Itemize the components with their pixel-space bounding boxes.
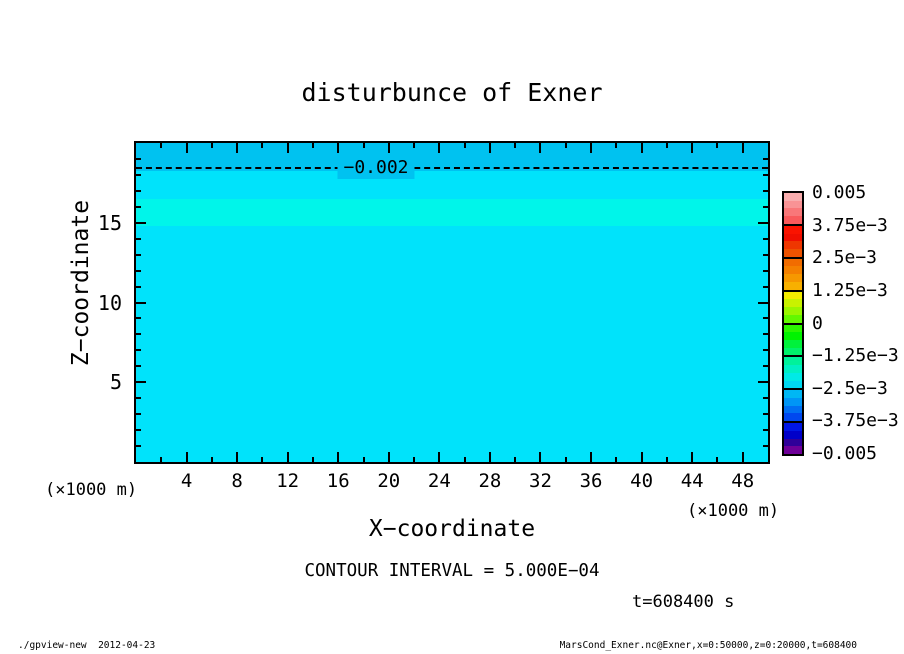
- colorbar-swatch: [784, 266, 802, 274]
- colorbar-swatch: [784, 365, 802, 373]
- colorbar-tick-label: 0.005: [812, 182, 867, 203]
- z-tick-label: 15: [97, 210, 122, 235]
- z-tick-label: 5: [109, 370, 122, 395]
- colorbar-block: [784, 224, 802, 257]
- x-tick-label: 24: [427, 470, 451, 492]
- z-tick: [136, 397, 141, 399]
- z-tick: [758, 302, 768, 304]
- plot-title: disturbunce of Exner: [301, 78, 603, 107]
- z-tick-label: 10: [97, 290, 122, 315]
- x-tick-label: 44: [680, 470, 704, 492]
- field-band: [136, 199, 768, 226]
- colorbar-block: [784, 355, 802, 388]
- z-tick: [758, 222, 768, 224]
- z-tick: [136, 429, 141, 431]
- x-tick: [464, 143, 466, 148]
- z-tick: [763, 238, 768, 240]
- x-tick: [489, 143, 491, 153]
- z-tick: [763, 349, 768, 351]
- x-tick: [186, 452, 188, 462]
- x-tick: [666, 457, 668, 462]
- x-tick: [160, 143, 162, 148]
- x-tick: [641, 143, 643, 153]
- colorbar-tick-label: −3.75e−3: [812, 410, 899, 432]
- colorbar-block: [784, 257, 802, 290]
- time-label: t=608400 s: [632, 592, 735, 612]
- x-tick-label: 16: [326, 470, 350, 492]
- z-tick: [136, 222, 146, 224]
- x-tick: [615, 143, 617, 148]
- x-tick-label: 48: [731, 470, 755, 492]
- z-tick: [136, 174, 141, 176]
- colorbar-swatch: [784, 299, 802, 307]
- x-tick: [615, 457, 617, 462]
- field-band: [136, 171, 768, 199]
- x-tick-label: 28: [478, 470, 502, 492]
- colorbar-tick-label: 3.75e−3: [812, 214, 888, 236]
- x-tick: [464, 457, 466, 462]
- z-tick: [136, 445, 141, 447]
- colorbar-swatch: [784, 446, 802, 454]
- colorbar-block: [784, 388, 802, 421]
- colorbar-swatch: [784, 292, 802, 300]
- z-tick: [136, 317, 141, 319]
- z-tick: [136, 206, 141, 208]
- x-tick: [641, 452, 643, 462]
- z-tick: [763, 254, 768, 256]
- x-tick-label: 20: [377, 470, 401, 492]
- colorbar-swatch: [784, 431, 802, 439]
- z-axis-title: Z−coordinate: [68, 199, 94, 367]
- z-tick: [136, 190, 141, 192]
- colorbar: [782, 191, 804, 456]
- z-tick: [136, 302, 146, 304]
- colorbar-swatch: [784, 332, 802, 340]
- x-tick: [186, 143, 188, 153]
- x-tick: [261, 457, 263, 462]
- colorbar-swatch: [784, 201, 802, 209]
- z-tick: [136, 254, 141, 256]
- z-tick: [758, 381, 768, 383]
- colorbar-tick-label: 2.5e−3: [812, 247, 878, 269]
- x-tick: [716, 457, 718, 462]
- z-tick: [136, 238, 141, 240]
- x-tick: [691, 452, 693, 462]
- z-axis-unit: (×1000 m): [45, 480, 138, 500]
- colorbar-swatch: [784, 234, 802, 242]
- z-tick: [763, 270, 768, 272]
- colorbar-tick-label: −2.5e−3: [812, 377, 888, 399]
- x-tick: [337, 452, 339, 462]
- z-tick: [136, 381, 146, 383]
- contour-interval-note: CONTOUR INTERVAL = 5.000E−04: [304, 561, 600, 581]
- footer-data-source: MarsCond_Exner.nc@Exner,x=0:50000,z=0:20000,t=608400: [559, 640, 857, 651]
- z-tick: [136, 349, 141, 351]
- colorbar-swatch: [784, 439, 802, 447]
- x-tick: [590, 143, 592, 153]
- colorbar-swatch: [784, 325, 802, 333]
- colorbar-swatch: [784, 226, 802, 234]
- x-tick: [590, 452, 592, 462]
- footer-command-line: ./gpview-new 2012-04-23: [18, 640, 156, 651]
- colorbar-swatch: [784, 193, 802, 201]
- x-tick: [236, 143, 238, 153]
- colorbar-tick-label: 0: [812, 312, 823, 334]
- x-tick-label: 32: [529, 470, 552, 492]
- z-tick: [136, 286, 141, 288]
- x-tick: [211, 457, 213, 462]
- colorbar-block: [784, 421, 802, 454]
- z-tick: [136, 333, 141, 335]
- z-tick: [763, 365, 768, 367]
- x-tick-label: 8: [231, 470, 243, 492]
- z-tick: [763, 190, 768, 192]
- x-tick-label: 36: [579, 470, 603, 492]
- x-tick: [337, 143, 339, 153]
- colorbar-tick-label: 1.25e−3: [812, 279, 888, 301]
- field-band: [136, 226, 768, 462]
- x-axis-title: X−coordinate: [368, 516, 536, 542]
- colorbar-swatch: [784, 406, 802, 414]
- x-tick: [565, 143, 567, 148]
- x-tick: [236, 452, 238, 462]
- x-tick: [514, 143, 516, 148]
- x-tick: [312, 143, 314, 148]
- x-tick: [438, 143, 440, 153]
- x-tick: [514, 457, 516, 462]
- z-tick: [763, 158, 768, 160]
- x-tick-label: 4: [180, 470, 193, 492]
- x-tick-label: 12: [276, 470, 300, 492]
- z-tick: [136, 158, 141, 160]
- x-tick: [438, 452, 440, 462]
- colorbar-tick-label: −1.25e−3: [812, 345, 899, 367]
- plot-area: [134, 141, 770, 464]
- x-tick: [261, 143, 263, 148]
- x-tick: [413, 457, 415, 462]
- z-tick: [763, 397, 768, 399]
- x-tick: [691, 143, 693, 153]
- z-tick: [763, 445, 768, 447]
- colorbar-swatch: [784, 381, 802, 389]
- z-tick: [763, 429, 768, 431]
- x-tick: [539, 452, 541, 462]
- contour-line: [136, 156, 768, 178]
- colorbar-block: [784, 323, 802, 356]
- colorbar-swatch: [784, 398, 802, 406]
- z-tick: [136, 365, 141, 367]
- colorbar-swatch: [784, 282, 802, 290]
- colorbar-swatch: [784, 315, 802, 323]
- z-tick: [763, 206, 768, 208]
- colorbar-block: [784, 193, 802, 224]
- x-tick: [287, 143, 289, 153]
- colorbar-swatch: [784, 241, 802, 249]
- x-axis-unit: (×1000 m): [687, 501, 780, 521]
- x-tick: [565, 457, 567, 462]
- colorbar-swatch: [784, 259, 802, 267]
- z-tick: [763, 174, 768, 176]
- colorbar-swatch: [784, 340, 802, 348]
- colorbar-block: [784, 290, 802, 323]
- colorbar-swatch: [784, 348, 802, 356]
- x-tick: [160, 457, 162, 462]
- x-tick: [388, 452, 390, 462]
- colorbar-swatch: [784, 307, 802, 315]
- z-tick: [136, 413, 141, 415]
- colorbar-swatch: [784, 249, 802, 257]
- x-tick: [211, 143, 213, 148]
- colorbar-swatch: [784, 274, 802, 282]
- x-tick: [363, 143, 365, 148]
- x-tick-label: 40: [630, 470, 654, 492]
- contour-line-label: −0.002: [337, 157, 414, 179]
- z-tick: [763, 286, 768, 288]
- x-tick: [666, 143, 668, 148]
- colorbar-swatch: [784, 423, 802, 431]
- x-tick: [388, 143, 390, 153]
- colorbar-swatch: [784, 373, 802, 381]
- x-tick: [363, 457, 365, 462]
- x-tick: [539, 143, 541, 153]
- colorbar-swatch: [784, 357, 802, 365]
- colorbar-tick-label: −0.005: [812, 443, 878, 464]
- x-tick: [716, 143, 718, 148]
- x-tick: [287, 452, 289, 462]
- colorbar-swatch: [784, 413, 802, 421]
- colorbar-swatch: [784, 208, 802, 216]
- colorbar-swatch: [784, 216, 802, 224]
- x-tick: [489, 452, 491, 462]
- z-tick: [763, 317, 768, 319]
- x-tick: [742, 452, 744, 462]
- x-tick: [413, 143, 415, 148]
- z-tick: [763, 413, 768, 415]
- colorbar-swatch: [784, 390, 802, 398]
- z-tick: [136, 270, 141, 272]
- x-tick: [742, 143, 744, 153]
- z-tick: [763, 333, 768, 335]
- x-tick: [312, 457, 314, 462]
